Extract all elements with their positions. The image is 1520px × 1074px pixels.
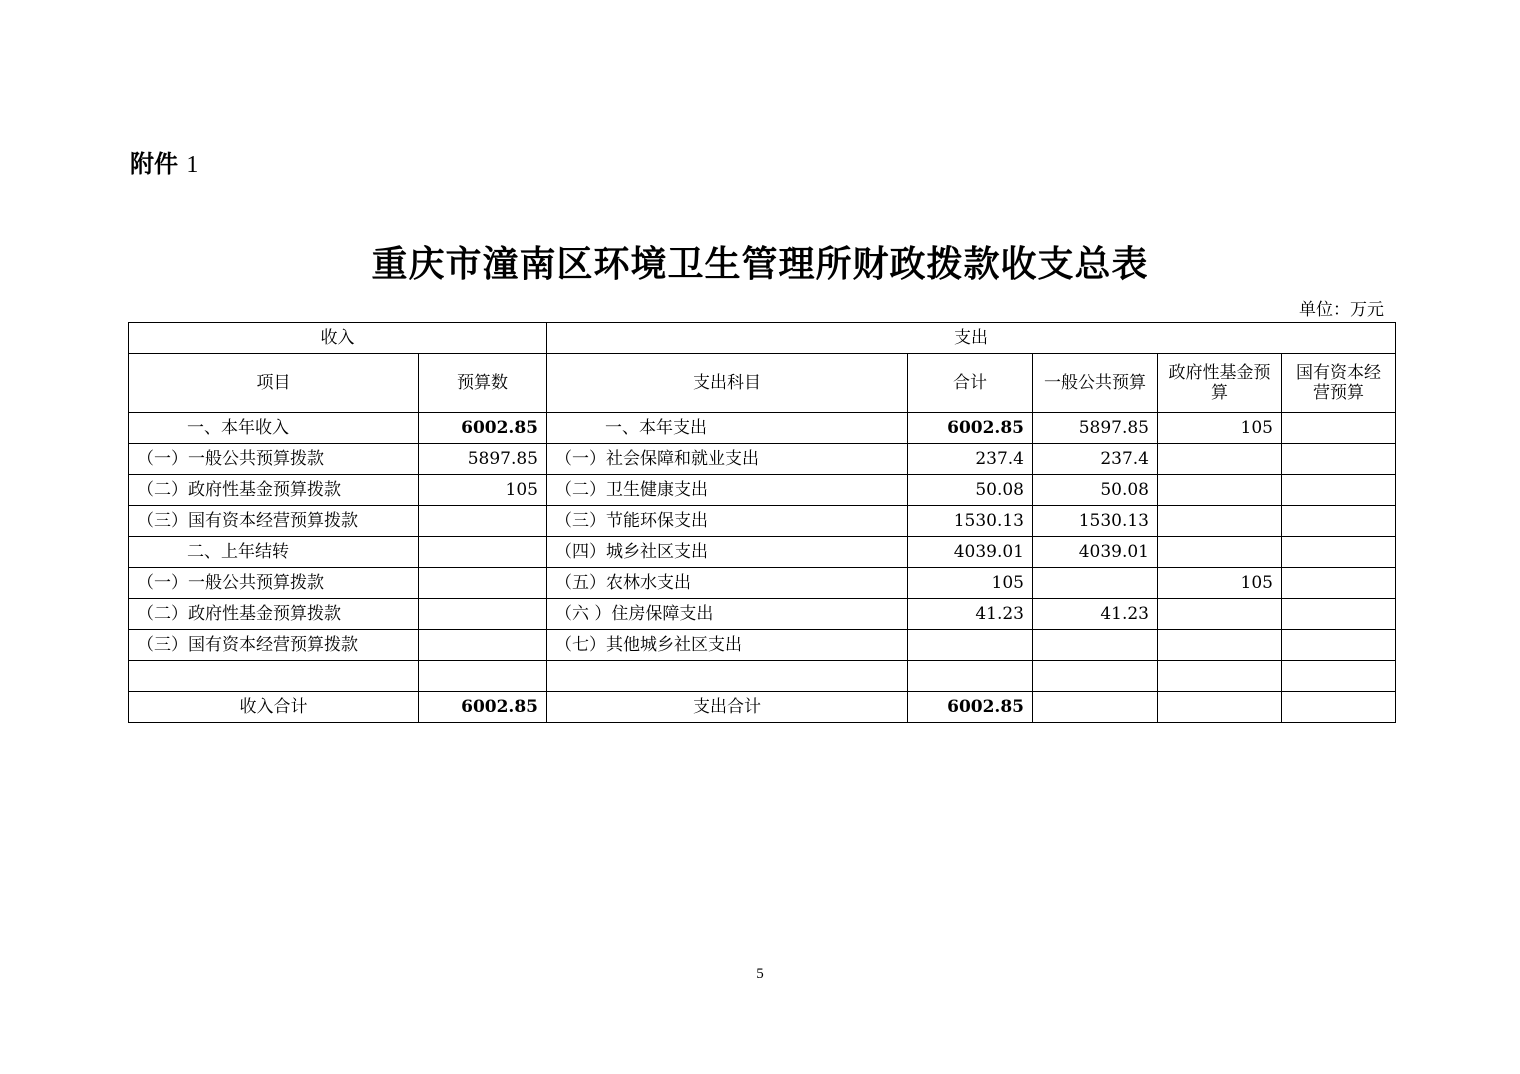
income-value-cell — [419, 630, 547, 661]
state-capital-cell — [1282, 475, 1396, 506]
income-item-cell: 收入合计 — [129, 692, 419, 723]
column-header-row — [129, 354, 1396, 413]
expense-item-cell: （四）城乡社区支出 — [547, 537, 908, 568]
income-item-cell: 一、本年收入 — [129, 413, 419, 444]
income-item-cell: （一）一般公共预算拨款 — [129, 444, 419, 475]
income-value-cell — [419, 568, 547, 599]
col-header-expense-item: 支出科目 — [547, 354, 908, 413]
income-value-cell — [419, 599, 547, 630]
income-value-cell: 105 — [419, 475, 547, 506]
income-item-cell: （三）国有资本经营预算拨款 — [129, 630, 419, 661]
expense-item-cell: 支出合计 — [547, 692, 908, 723]
expense-item-cell: （三）节能环保支出 — [547, 506, 908, 537]
page-number: 5 — [756, 966, 764, 982]
col-header-fund: 政府性基金预算 — [1158, 354, 1282, 413]
col-header-state: 国有资本经营预算 — [1282, 354, 1396, 413]
income-value-cell — [419, 537, 547, 568]
table-row — [129, 413, 1396, 444]
general-budget-cell — [1033, 630, 1158, 661]
table-row — [129, 661, 1396, 692]
total-cell: 6002.85 — [908, 413, 1033, 444]
state-capital-cell — [1282, 692, 1396, 723]
expense-item-cell — [547, 661, 908, 692]
total-cell — [908, 630, 1033, 661]
table-row — [129, 599, 1396, 630]
budget-table — [128, 322, 1396, 723]
income-item-cell: 二、上年结转 — [129, 537, 419, 568]
state-capital-cell — [1282, 661, 1396, 692]
income-value-cell: 6002.85 — [419, 413, 547, 444]
col-header-budget: 预算数 — [419, 354, 547, 413]
general-budget-cell — [1033, 568, 1158, 599]
col-header-total: 合计 — [908, 354, 1033, 413]
income-value-cell — [419, 506, 547, 537]
general-budget-cell — [1033, 692, 1158, 723]
general-budget-cell: 1530.13 — [1033, 506, 1158, 537]
total-cell — [908, 661, 1033, 692]
total-cell: 4039.01 — [908, 537, 1033, 568]
total-cell: 50.08 — [908, 475, 1033, 506]
state-capital-cell — [1282, 537, 1396, 568]
income-value-cell — [419, 661, 547, 692]
group-header-row — [129, 323, 1396, 354]
table-row — [129, 444, 1396, 475]
general-budget-cell: 237.4 — [1033, 444, 1158, 475]
state-capital-cell — [1282, 444, 1396, 475]
total-cell: 1530.13 — [908, 506, 1033, 537]
fund-budget-cell — [1158, 444, 1282, 475]
unit-label: 单位：万元 — [1299, 300, 1384, 320]
table-row — [129, 568, 1396, 599]
attachment-number: 1 — [186, 152, 199, 178]
income-value-cell: 6002.85 — [419, 692, 547, 723]
general-budget-cell: 5897.85 — [1033, 413, 1158, 444]
table-row — [129, 506, 1396, 537]
state-capital-cell — [1282, 506, 1396, 537]
expense-item-cell: （一）社会保障和就业支出 — [547, 444, 908, 475]
state-capital-cell — [1282, 630, 1396, 661]
document-title: 重庆市潼南区环境卫生管理所财政拨款收支总表 — [371, 244, 1149, 285]
fund-budget-cell — [1158, 475, 1282, 506]
total-cell: 237.4 — [908, 444, 1033, 475]
table-body — [129, 413, 1396, 723]
attachment-label — [130, 144, 198, 179]
general-budget-cell: 41.23 — [1033, 599, 1158, 630]
income-value-cell: 5897.85 — [419, 444, 547, 475]
fund-budget-cell: 105 — [1158, 568, 1282, 599]
col-header-general: 一般公共预算 — [1033, 354, 1158, 413]
total-cell: 6002.85 — [908, 692, 1033, 723]
income-item-cell — [129, 661, 419, 692]
table-row — [129, 692, 1396, 723]
income-group-header: 收入 — [129, 323, 547, 354]
fund-budget-cell — [1158, 630, 1282, 661]
table-row — [129, 475, 1396, 506]
fund-budget-cell — [1158, 537, 1282, 568]
income-item-cell: （一）一般公共预算拨款 — [129, 568, 419, 599]
state-capital-cell — [1282, 413, 1396, 444]
table-row — [129, 630, 1396, 661]
expense-item-cell: （五）农林水支出 — [547, 568, 908, 599]
income-item-cell: （三）国有资本经营预算拨款 — [129, 506, 419, 537]
state-capital-cell — [1282, 568, 1396, 599]
expense-item-cell: （六 ）住房保障支出 — [547, 599, 908, 630]
expense-item-cell: 一、本年支出 — [547, 413, 908, 444]
fund-budget-cell — [1158, 692, 1282, 723]
table-row — [129, 537, 1396, 568]
col-header-item: 项目 — [129, 354, 419, 413]
fund-budget-cell — [1158, 506, 1282, 537]
general-budget-cell: 4039.01 — [1033, 537, 1158, 568]
income-item-cell: （二）政府性基金预算拨款 — [129, 475, 419, 506]
income-item-cell: （二）政府性基金预算拨款 — [129, 599, 419, 630]
total-cell: 105 — [908, 568, 1033, 599]
fund-budget-cell: 105 — [1158, 413, 1282, 444]
general-budget-cell: 50.08 — [1033, 475, 1158, 506]
expense-item-cell: （七）其他城乡社区支出 — [547, 630, 908, 661]
expense-group-header: 支出 — [547, 323, 1396, 354]
fund-budget-cell — [1158, 661, 1282, 692]
attachment-text: 附件 — [130, 150, 178, 178]
state-capital-cell — [1282, 599, 1396, 630]
general-budget-cell — [1033, 661, 1158, 692]
total-cell: 41.23 — [908, 599, 1033, 630]
expense-item-cell: （二）卫生健康支出 — [547, 475, 908, 506]
fund-budget-cell — [1158, 599, 1282, 630]
